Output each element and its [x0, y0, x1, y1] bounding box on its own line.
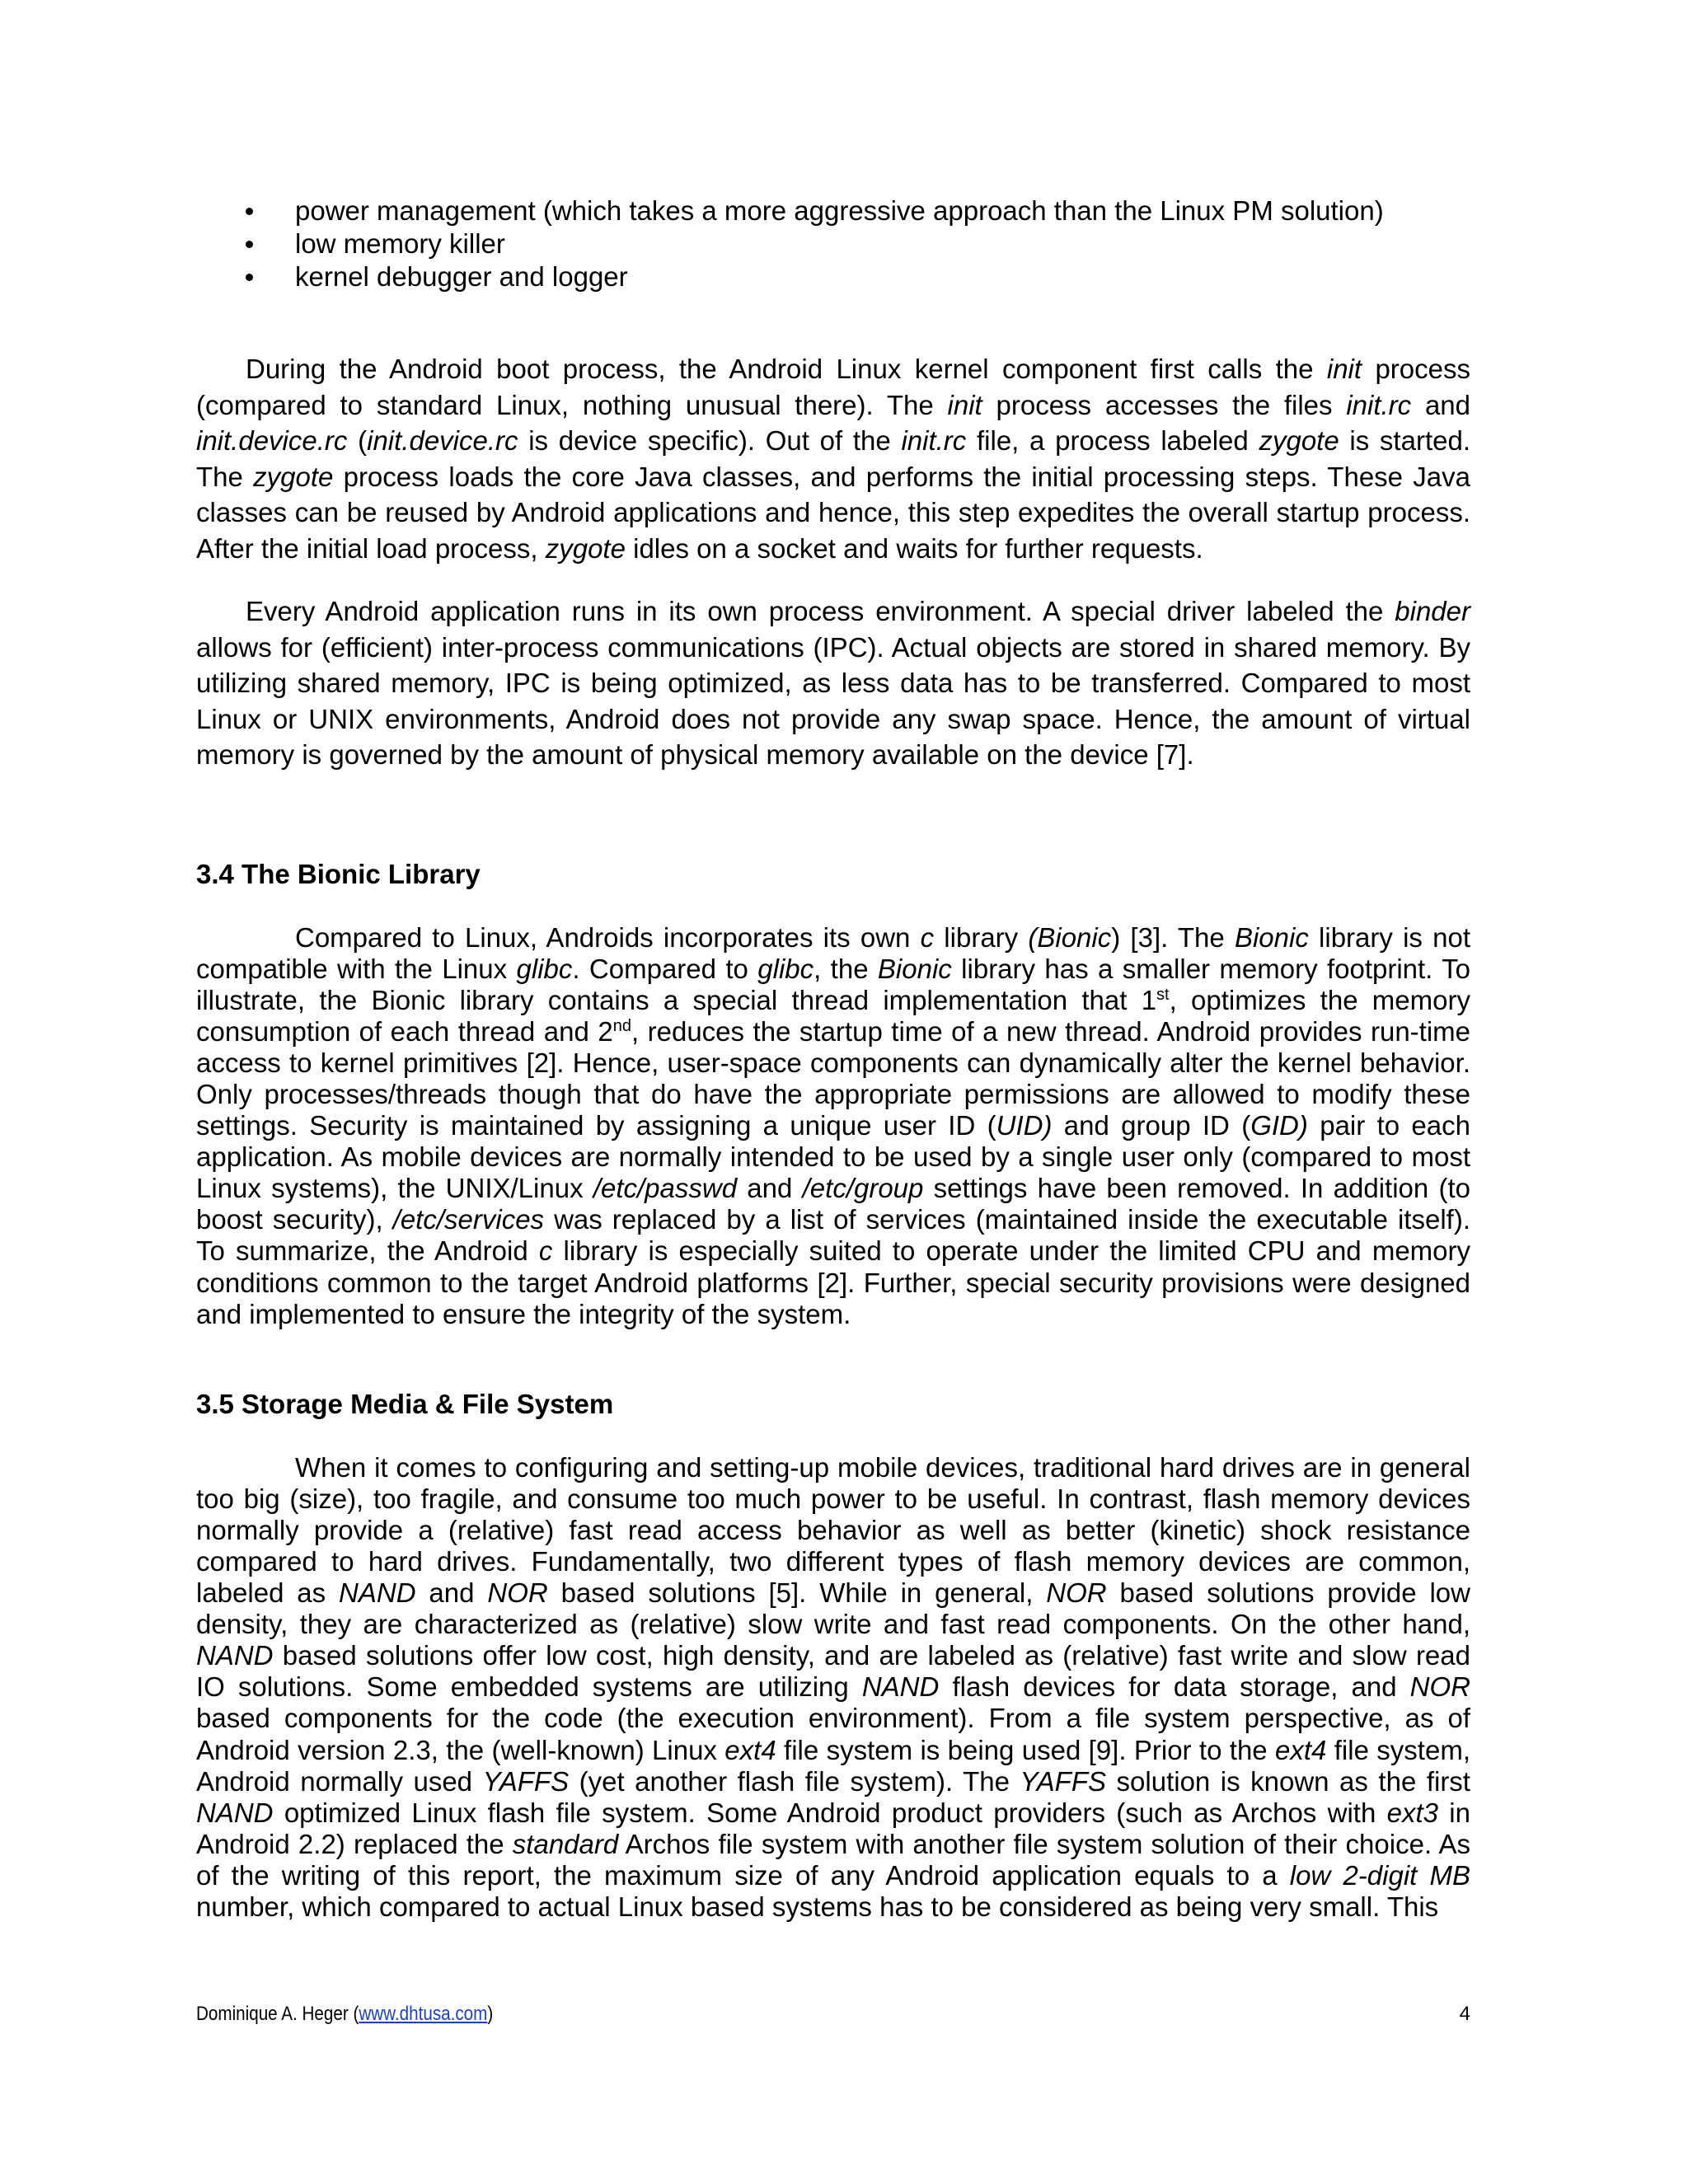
feature-bullet-list — [196, 194, 1470, 293]
list-item: power management (which takes a more aggressive approach than the Linux PM solution) — [196, 194, 1470, 227]
page-footer: Dominique A. Heger (www.dhtusa.com) — [196, 2003, 494, 2025]
paragraph-boot-process: During the Android boot process, the Android Linux kernel component first calls the init process (compared to standard Linux, nothing unusual there). The init process accesses the files init.rc and init.device.rc (init.device.rc is device specific). Out of the init.rc file, a process labeled zygote is started. The zygote process loads the core Java classes, and performs the initial processing steps. These Java classes can be reused by Android applications and hence, this step expedites the overall startup process. After the initial load process, zygote idles on a socket and waits for further requests. — [196, 354, 1471, 564]
footer-author: Dominique A. Heger ( — [196, 2003, 359, 2025]
page-number: 4 — [1459, 2003, 1470, 2025]
list-item: low memory killer — [196, 227, 1470, 260]
section-heading-bionic: 3.4 The Bionic Library — [196, 858, 481, 889]
paragraph-ipc: Every Android application runs in its own process environment. A special driver labeled the binder allows for (efficient) inter-process communications (IPC). Actual objects are stored in shared memory. By utilizing shared memory, IPC is being optimized, as less data has to be transferred. Compared to most Linux or UNIX environments, Android does not provide any swap space. Hence, the amount of virtual memory is governed by the amount of physical memory available on the device [7]. — [196, 596, 1470, 770]
bullet-icon — [246, 241, 253, 248]
list-item: kernel debugger and logger — [196, 260, 1470, 293]
footer-website-link[interactable]: www.dhtusa.com — [359, 2003, 488, 2025]
bullet-icon — [246, 274, 253, 281]
paragraph-bionic: Compared to Linux, Androids incorporates its own c library (Bionic) [3]. The Bionic library is not compatible with the Linux glibc. Compared to glibc, the Bionic library has a smaller memory footprint. To illustrate, the Bionic library contains a special thread implementation that 1st, optimizes the memory consumption of each thread and 2nd, reduces the startup time of a new thread. Android provides run-time access to kernel primitives [2]. Hence, user-space components can dynamically alter the kernel behavior. Only processes/threads though that do have the appropriate permissions are allowed to modify these settings. Security is maintained by assigning a unique user ID (UID) and group ID (GID) pair to each application. As mobile devices are normally intended to be used by a single user only (compared to most Linux systems), the UNIX/Linux /etc/passwd and /etc/group settings have been removed. In addition (to boost security), /etc/services was replaced by a list of services (maintained inside the executable itself). To summarize, the Android c library is especially suited to operate under the limited CPU and memory conditions common to the target Android platforms [2]. Further, special security provisions were designed and implemented to ensure the integrity of the system. — [196, 921, 1471, 1329]
page-content — [196, 194, 1470, 1923]
bullet-icon — [246, 208, 253, 215]
section-heading-storage: 3.5 Storage Media & File System — [196, 1388, 614, 1419]
paragraph-storage: When it comes to configuring and setting-up mobile devices, traditional hard drives are in general too big (size), too fragile, and consume too much power to be useful. In contrast, flash memory devices normally provide a (relative) fast read access behavior as well as better (kinetic) shock resistance compared to hard drives. Fundamentally, two different types of flash memory devices are common, labeled as NAND and NOR based solutions [5]. While in general, NOR based solutions provide low density, they are characterized as (relative) slow write and fast read components. On the other hand, NAND based solutions offer low cost, high density, and are labeled as (relative) fast write and slow read IO solutions. Some embedded systems are utilizing NAND flash devices for data storage, and NOR based components for the code (the execution environment). From a file system perspective, as of Android version 2.3, the (well-known) Linux ext4 file system is being used [9]. Prior to the ext4 file system, Android normally used YAFFS (yet another flash file system). The YAFFS solution is known as the first NAND optimized Linux flash file system. Some Android product providers (such as Archos with ext3 in Android 2.2) replaced the standard Archos file system with another file system solution of their choice. As of the writing of this report, the maximum size of any Android application equals to a low 2-digit MB number, which compared to actual Linux based systems has to be considered as being very small. This — [196, 1451, 1470, 1923]
